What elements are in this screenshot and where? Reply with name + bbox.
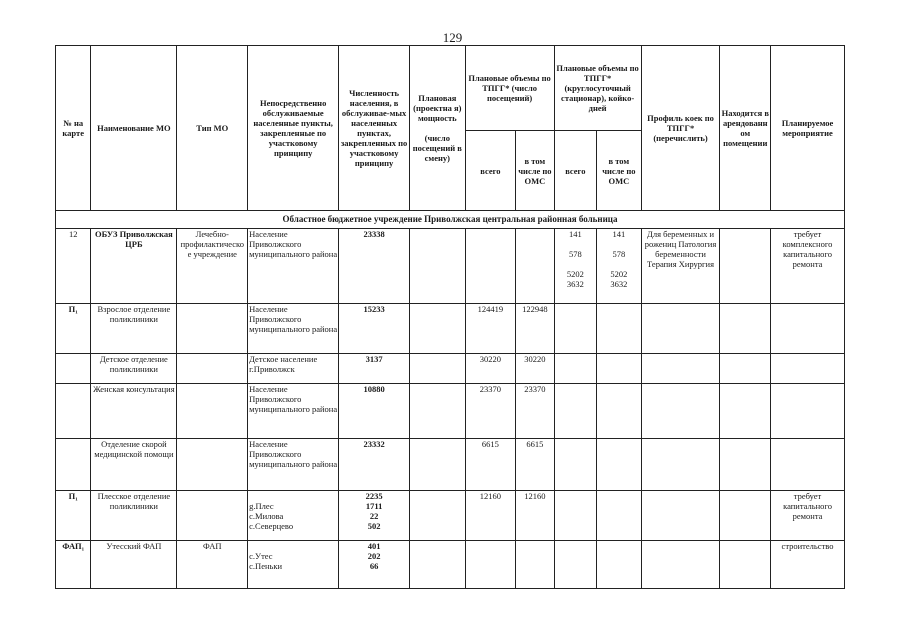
rented-cell xyxy=(720,491,771,541)
served-points-cell: Население Приволжского муниципального района xyxy=(248,304,339,354)
planned-action-cell xyxy=(771,384,845,439)
planned-action-cell xyxy=(771,304,845,354)
planned-action-cell xyxy=(771,439,845,491)
visits-oms-cell: 12160 xyxy=(516,491,554,541)
beds-total-cell: 141 578 5202 3632 xyxy=(554,229,596,304)
planned-action-cell: требует комплексного капитального ремонта xyxy=(771,229,845,304)
header-capacity: Плановая (проектна я) мощность (число посещений в смену) xyxy=(409,46,465,211)
facility-name-cell: Женская консультация xyxy=(91,384,177,439)
beds-total-cell xyxy=(554,384,596,439)
bed-profile-cell xyxy=(641,439,720,491)
table-row xyxy=(56,541,845,589)
facility-type-cell xyxy=(177,304,248,354)
visits-oms-cell: 6615 xyxy=(516,439,554,491)
row-number-cell xyxy=(56,354,91,384)
header-beds-oms: в том числе по ОМС xyxy=(597,131,642,211)
row-number-cell: 12 xyxy=(56,229,91,304)
capacity-cell xyxy=(409,541,465,589)
planned-action-cell: строительство xyxy=(771,541,845,589)
facility-type-cell xyxy=(177,491,248,541)
facility-type-cell: ФАП xyxy=(177,541,248,589)
bed-profile-cell: Для беременных и рожениц Патология беременности Терапия Хирургия xyxy=(641,229,720,304)
facility-name-cell: Взрослое отделение поликлиники xyxy=(91,304,177,354)
capacity-cell xyxy=(409,384,465,439)
served-points-cell: с.Утес с.Пеньки xyxy=(248,541,339,589)
visits-total-cell: 23370 xyxy=(465,384,516,439)
beds-oms-cell xyxy=(597,354,642,384)
row-number-cell: П₁ xyxy=(56,491,91,541)
visits-total-cell: 30220 xyxy=(465,354,516,384)
facility-type-cell xyxy=(177,439,248,491)
facilities-table xyxy=(55,45,845,589)
planned-action-cell: требует капитального ремонта xyxy=(771,491,845,541)
visits-total-cell: 6615 xyxy=(465,439,516,491)
header-visits-oms: в том числе по ОМС xyxy=(516,131,554,211)
visits-oms-cell: 122948 xyxy=(516,304,554,354)
served-points-cell: Население Приволжского муниципального района xyxy=(248,384,339,439)
header-planned: Планируемое мероприятие xyxy=(771,46,845,211)
population-cell: 3137 xyxy=(339,354,410,384)
visits-total-cell xyxy=(465,541,516,589)
header-name: Наименование МО xyxy=(91,46,177,211)
capacity-cell xyxy=(409,304,465,354)
visits-oms-cell xyxy=(516,229,554,304)
header-visits-total: всего xyxy=(465,131,516,211)
header-profile: Профиль коек по ТПГГ* (перечислить) xyxy=(641,46,720,211)
row-number-cell xyxy=(56,439,91,491)
rented-cell xyxy=(720,304,771,354)
beds-total-cell xyxy=(554,541,596,589)
served-points-cell: Население Приволжского муниципального района xyxy=(248,229,339,304)
header-rented: Находится в арендованн ом помещении xyxy=(720,46,771,211)
facility-name-cell: Утесский ФАП xyxy=(91,541,177,589)
served-points-cell: g.Плес с.Милова с.Северцево xyxy=(248,491,339,541)
bed-profile-cell xyxy=(641,354,720,384)
facility-type-cell xyxy=(177,384,248,439)
table-row xyxy=(56,354,845,384)
capacity-cell xyxy=(409,354,465,384)
rented-cell xyxy=(720,229,771,304)
visits-oms-cell xyxy=(516,541,554,589)
population-cell: 23332 xyxy=(339,439,410,491)
population-cell: 10880 xyxy=(339,384,410,439)
visits-oms-cell: 23370 xyxy=(516,384,554,439)
page-number: 129 xyxy=(442,30,463,45)
table-row xyxy=(56,439,845,491)
capacity-cell xyxy=(409,229,465,304)
header-visits: Плановые объемы по ТПГГ* (число посещений) xyxy=(465,46,554,131)
beds-oms-cell xyxy=(597,491,642,541)
header-points: Непосредственно обслуживаемые населенные пункты, закрепленные по участковому принципу xyxy=(248,46,339,211)
beds-total-cell xyxy=(554,354,596,384)
row-number-cell xyxy=(56,384,91,439)
rented-cell xyxy=(720,384,771,439)
beds-total-cell xyxy=(554,439,596,491)
table-row xyxy=(56,304,845,354)
row-number-cell: П₁ xyxy=(56,304,91,354)
rented-cell xyxy=(720,354,771,384)
header-num: № на карте xyxy=(56,46,91,211)
facility-name-cell: Отделение скорой медицинской помощи xyxy=(91,439,177,491)
population-cell: 2235 1711 22 502 xyxy=(339,491,410,541)
visits-total-cell: 124419 xyxy=(465,304,516,354)
header-population: Численность населения, в обслуживае-мых населенных пунктах, закрепленных по участковому принципу xyxy=(339,46,410,211)
beds-oms-cell xyxy=(597,439,642,491)
facility-type-cell: Лечебно-профилактическо е учреждение xyxy=(177,229,248,304)
header-beds-volume: Плановые объемы по ТПГГ* (круглосуточный стационар), койко-дней xyxy=(554,46,641,131)
facility-name-cell: Плесское отделение поликлиники xyxy=(91,491,177,541)
table-row xyxy=(56,229,845,304)
header-beds-total: всего xyxy=(554,131,596,211)
population-cell: 15233 xyxy=(339,304,410,354)
visits-total-cell xyxy=(465,229,516,304)
facility-type-cell xyxy=(177,354,248,384)
beds-total-cell xyxy=(554,491,596,541)
rented-cell xyxy=(720,541,771,589)
beds-total-cell xyxy=(554,304,596,354)
capacity-cell xyxy=(409,491,465,541)
served-points-cell: Население Приволжского муниципального района xyxy=(248,439,339,491)
row-number-cell: ФАП₁ xyxy=(56,541,91,589)
bed-profile-cell xyxy=(641,491,720,541)
header-type: Тип МО xyxy=(177,46,248,211)
visits-total-cell: 12160 xyxy=(465,491,516,541)
served-points-cell: Детское население г.Приволжск xyxy=(248,354,339,384)
bed-profile-cell xyxy=(641,384,720,439)
bed-profile-cell xyxy=(641,541,720,589)
planned-action-cell xyxy=(771,354,845,384)
bed-profile-cell xyxy=(641,304,720,354)
visits-oms-cell: 30220 xyxy=(516,354,554,384)
org-title-row: Областное бюджетное учреждение Приволжская центральная районная больница xyxy=(56,211,845,229)
table-row xyxy=(56,384,845,439)
population-cell: 23338 xyxy=(339,229,410,304)
facility-name-cell: Детское отделение поликлиники xyxy=(91,354,177,384)
beds-oms-cell: 141 578 5202 3632 xyxy=(597,229,642,304)
capacity-cell xyxy=(409,439,465,491)
beds-oms-cell xyxy=(597,304,642,354)
beds-oms-cell xyxy=(597,541,642,589)
population-cell: 401 202 66 xyxy=(339,541,410,589)
facility-name-cell: ОБУЗ Приволжская ЦРБ xyxy=(91,229,177,304)
beds-oms-cell xyxy=(597,384,642,439)
table-row xyxy=(56,491,845,541)
rented-cell xyxy=(720,439,771,491)
